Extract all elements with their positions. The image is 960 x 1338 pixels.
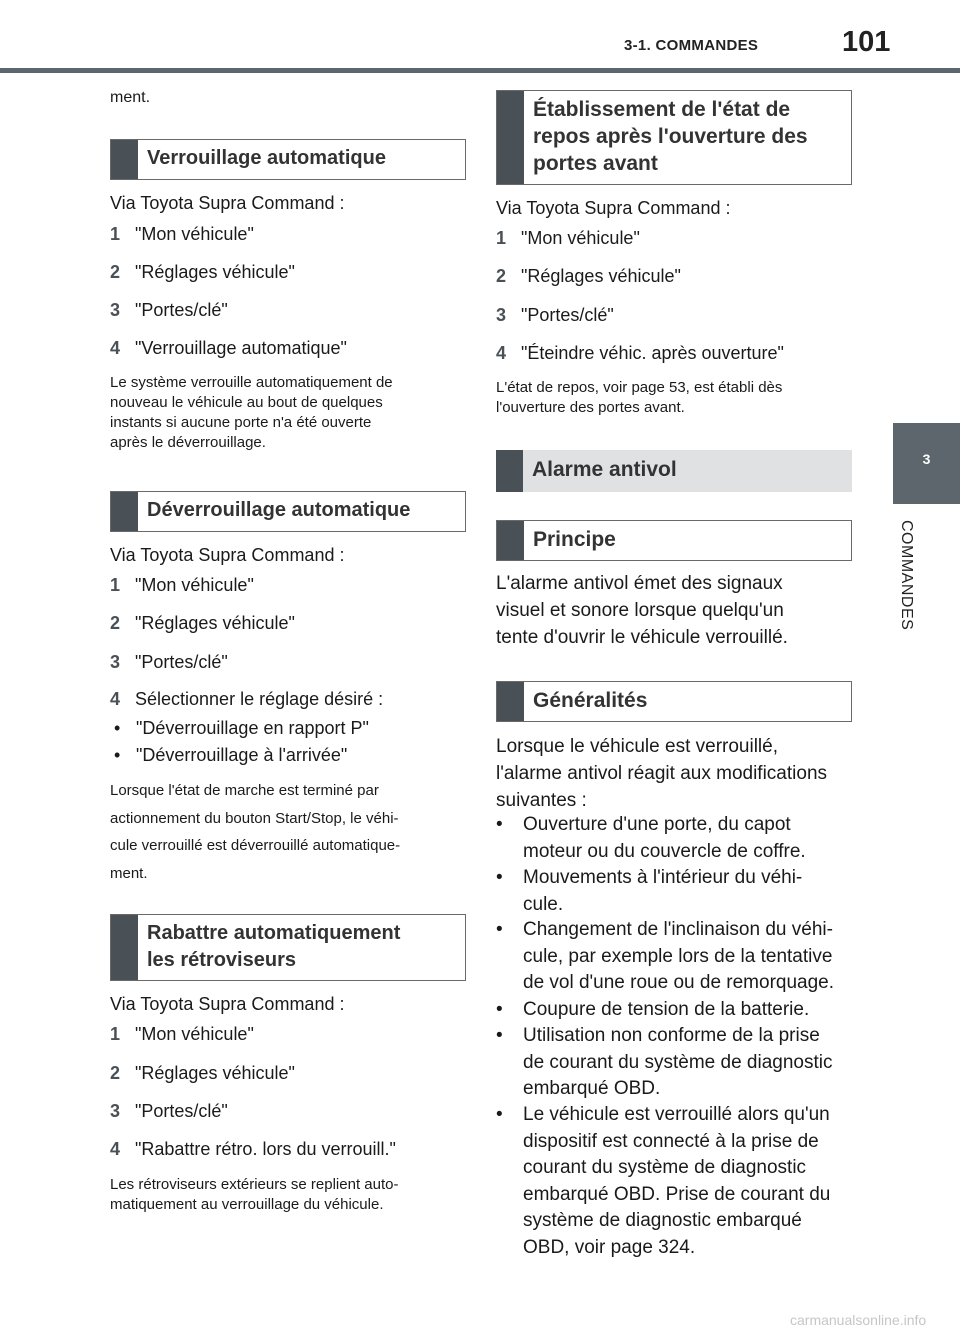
heading-alarme-antivol xyxy=(496,450,852,492)
step-item: 2 "Réglages véhicule" xyxy=(496,266,681,286)
heading-text: Déverrouillage automatique xyxy=(147,499,411,521)
note-text: L'état de repos, voir page 53, est établi dès l'ouverture des portes avant. xyxy=(496,379,783,416)
heading-generalites xyxy=(496,681,852,722)
heading-text: Alarme antivol xyxy=(532,458,677,481)
heading-text: Verrouillage automatique xyxy=(147,147,386,169)
generalites-intro: Lorsque le véhicule est verrouillé, l'alarme antivol réagit aux modifications suivantes : xyxy=(496,736,828,811)
step-item: 4 "Éteindre véhic. après ouverture" xyxy=(496,343,784,363)
page-number: 101 xyxy=(842,26,891,58)
via-text: Via Toyota Supra Command : xyxy=(110,545,345,565)
heading-strip xyxy=(497,521,524,560)
heading-rabattre-retroviseurs xyxy=(110,914,466,981)
step-item: 2 "Réglages véhicule" xyxy=(110,262,295,282)
heading-strip xyxy=(496,450,523,492)
step-item: 3 "Portes/clé" xyxy=(110,652,228,672)
bullet-item: • "Déverrouillage en rapport P" xyxy=(114,718,369,738)
step-item: 1 "Mon véhicule" xyxy=(110,575,254,595)
watermark: carmanualsonline.info xyxy=(790,1312,927,1328)
step-item: 4 "Rabattre rétro. lors du verrouill." xyxy=(110,1139,396,1159)
via-text: Via Toyota Supra Command : xyxy=(110,994,345,1014)
heading-etat-de-repos xyxy=(496,90,852,185)
heading-deverrouillage-automatique xyxy=(110,491,466,532)
heading-strip xyxy=(111,492,138,531)
note-text: Lorsque l'état de marche est terminé par actionnement du bouton Start/Stop, le véhi- cule verrouillé est déverrouillé automatique- ment. xyxy=(110,782,401,882)
heading-strip xyxy=(497,91,524,184)
heading-text: Établissement de l'état de repos après l'ouverture des portes avant xyxy=(533,98,808,175)
heading-text: Rabattre automatiquement les rétroviseurs xyxy=(147,922,401,971)
principe-text: L'alarme antivol émet des signaux visuel et sonore lorsque quelqu'un tente d'ouvrir le véhicule verrouillé. xyxy=(496,573,788,648)
bullet-item: • "Déverrouillage à l'arrivée" xyxy=(114,745,348,765)
heading-strip xyxy=(497,682,524,721)
heading-verrouillage-automatique xyxy=(110,139,466,180)
step-item: 3 "Portes/clé" xyxy=(110,1101,228,1121)
step-item: 4 "Verrouillage automatique" xyxy=(110,338,347,358)
heading-text: Principe xyxy=(533,528,616,551)
heading-text: Généralités xyxy=(533,689,648,712)
bullet-item: • Ouverture d'une porte, du capot moteur ou du couvercle de coffre. xyxy=(496,814,806,862)
bullet-item: • Le véhicule est verrouillé alors qu'un dispositif est connecté à la prise de courant du système de diagnostic embarqué OBD. Prise de courant du système de diagnostic embarqué OBD, voir page 324. xyxy=(496,1104,831,1258)
step-item: 1 "Mon véhicule" xyxy=(110,224,254,244)
chapter-number: 3 xyxy=(922,451,931,467)
via-text: Via Toyota Supra Command : xyxy=(496,198,731,218)
chapter-label: COMMANDES xyxy=(898,520,915,631)
bullet-item: • Mouvements à l'intérieur du véhi- cule. xyxy=(496,867,803,915)
bullet-item: • Changement de l'inclinaison du véhi- cule, par exemple lors de la tentative de vol d'une roue ou de remorquage. xyxy=(496,919,835,993)
via-text: Via Toyota Supra Command : xyxy=(110,193,345,213)
note-text: Les rétroviseurs extérieurs se replient auto- matiquement au verrouillage du véhicule. xyxy=(110,1176,399,1213)
heading-strip xyxy=(111,140,138,179)
header-rule xyxy=(0,68,960,73)
section-title: 3-1. COMMANDES xyxy=(624,37,759,54)
step-item: 2 "Réglages véhicule" xyxy=(110,613,295,633)
step-item: 4 Sélectionner le réglage désiré : xyxy=(110,689,384,709)
step-item: 3 "Portes/clé" xyxy=(110,300,228,320)
bullet-item: • Coupure de tension de la batterie. xyxy=(496,999,810,1020)
heading-strip xyxy=(111,915,138,980)
bullet-item: • Utilisation non conforme de la prise de courant du système de diagnostic embarqué OBD. xyxy=(496,1025,833,1099)
continued-text: ment. xyxy=(110,89,151,106)
heading-principe xyxy=(496,520,852,561)
step-item: 1 "Mon véhicule" xyxy=(110,1024,254,1044)
step-item: 3 "Portes/clé" xyxy=(496,305,614,325)
note-text: Le système verrouille automatiquement de nouveau le véhicule au bout de quelques instants si aucune porte n'a été ouverte après le déverrouillage. xyxy=(110,374,393,451)
step-item: 1 "Mon véhicule" xyxy=(496,228,640,248)
step-item: 2 "Réglages véhicule" xyxy=(110,1063,295,1083)
